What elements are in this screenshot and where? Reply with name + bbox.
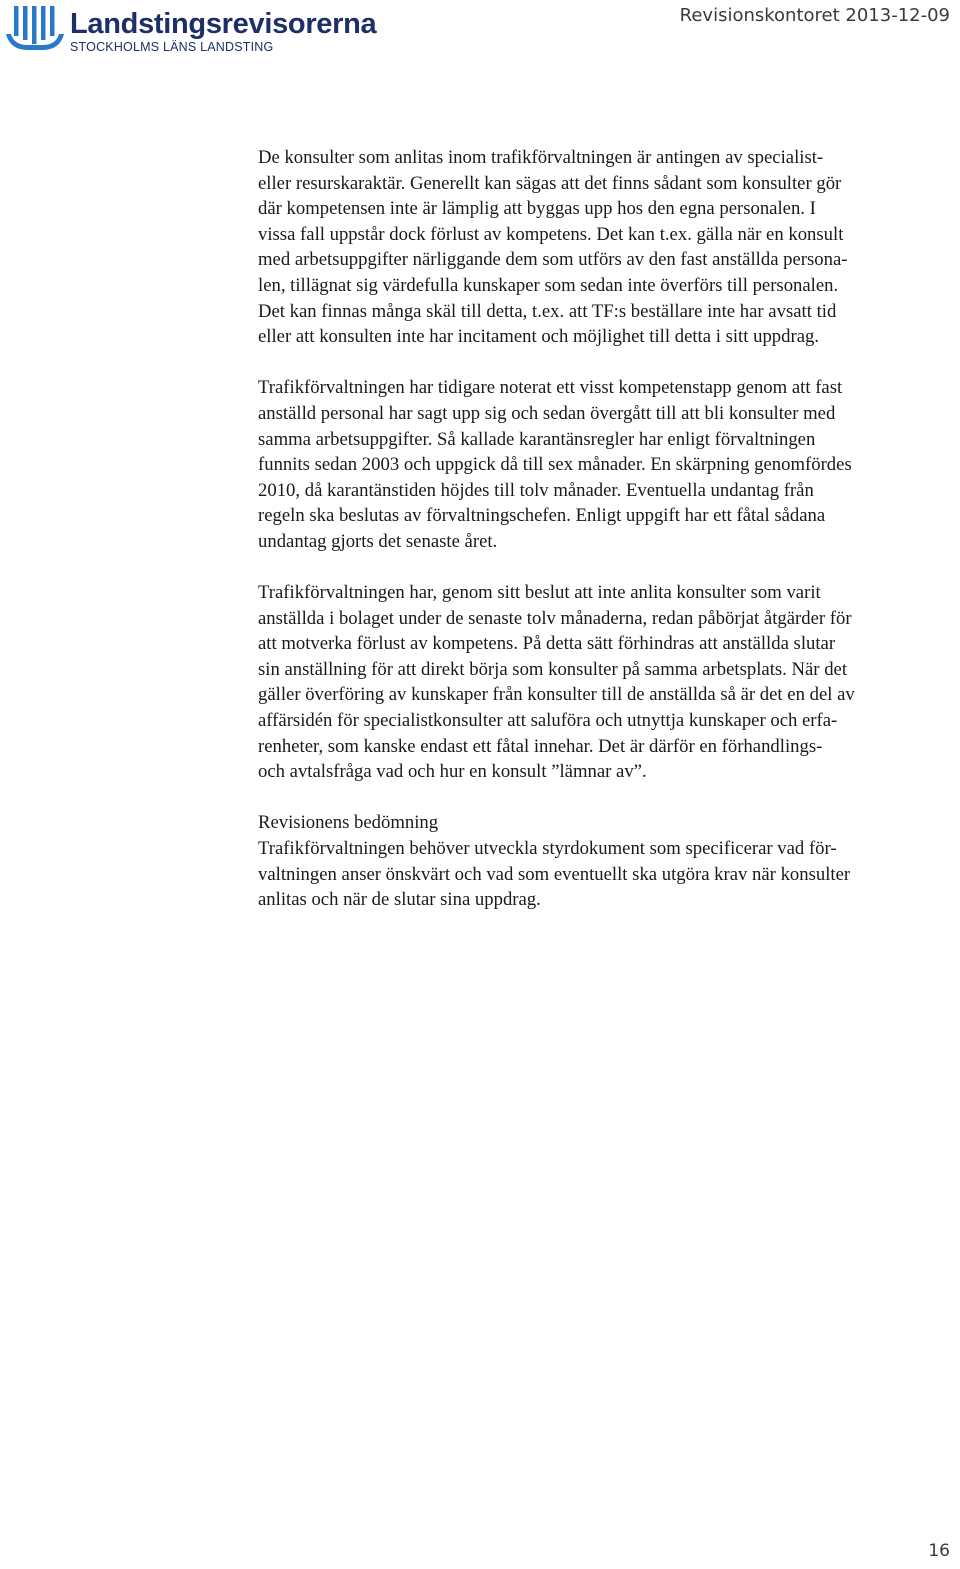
logo: [6, 6, 376, 54]
page-number: 16: [928, 1541, 950, 1561]
paragraph-measures: Trafikförvaltningen har, genom sitt beslut att inte anlita konsulter som varit anställda i bolaget under de senaste tolv månaderna, redan påbörjat åtgärder för att motverka förlust av kompetens. På detta sätt förhindras att anställda slutar sin anställning för att direkt börja som konsulter på samma arbetsplats. När det gäller överföring av kunskaper från konsulter till de anställda så är det en del av affärsidén för specialistkonsulter att saluföra och utnyttja kunskaper och erfa- renheter, som kanske endast ett fåtal innehar. Det är därför en förhandlings- och avtalsfråga vad och hur en konsult ”lämnar av”.: [258, 582, 855, 783]
logo-name: Landstingsrevisorerna: [70, 8, 377, 40]
paragraph-competence-loss: Trafikförvaltningen har tidigare noterat ett visst kompetenstapp genom att fast anställd personal har sagt upp sig och sedan övergått till att bli konsulter med samma arbetsuppgifter. Så kallade karantänsregler har enligt förvaltningen funnits sedan 2003 och uppgick då till sex månader. En skärpning genomfördes 2010, då karantänstiden höjdes till tolv månader. Eventuella undantag från regeln ska beslutas av förvaltningschefen. Enligt uppgift har ett fåtal sådana undantag gjorts det senaste året.: [258, 377, 852, 552]
page-header: [0, 0, 960, 70]
logo-subtitle: STOCKHOLMS LÄNS LANDSTING: [70, 40, 274, 54]
landstingsrevisorerna-logo-icon: [6, 6, 64, 52]
paragraph-consultants: De konsulter som anlitas inom trafikförvaltningen är antingen av specialist- eller resurskaraktär. Generellt kan sägas att det finns sådant som konsulter gör där kompetensen inte är lämplig att byggas upp hos den egna personalen. I vissa fall uppstår dock förlust av kompetens. Det kan t.ex. gälla när en konsult med arbetsuppgifter närliggande dem som utförs av den fast anställda persona- len, tillägnat sig värdefulla kunskaper som sedan inte överförs till personalen. Det kan finnas många skäl till detta, t.ex. att TF:s beställare inte har avsatt tid eller att konsulten inte har incitament och möjlighet till detta i sitt uppdrag.: [258, 147, 848, 348]
logo-text: [70, 8, 376, 54]
paragraph-assessment: Trafikförvaltningen behöver utveckla styrdokument som specificerar vad för- valtningen anser önskvärt och vad som eventuellt ska utgöra krav när konsulter anlitas och när de slutar sina uppdrag.: [258, 838, 851, 911]
header-date: Revisionskontoret 2013-12-09: [679, 5, 950, 26]
document-body: [258, 145, 960, 913]
assessment-heading: Revisionens bedömning: [258, 812, 439, 834]
